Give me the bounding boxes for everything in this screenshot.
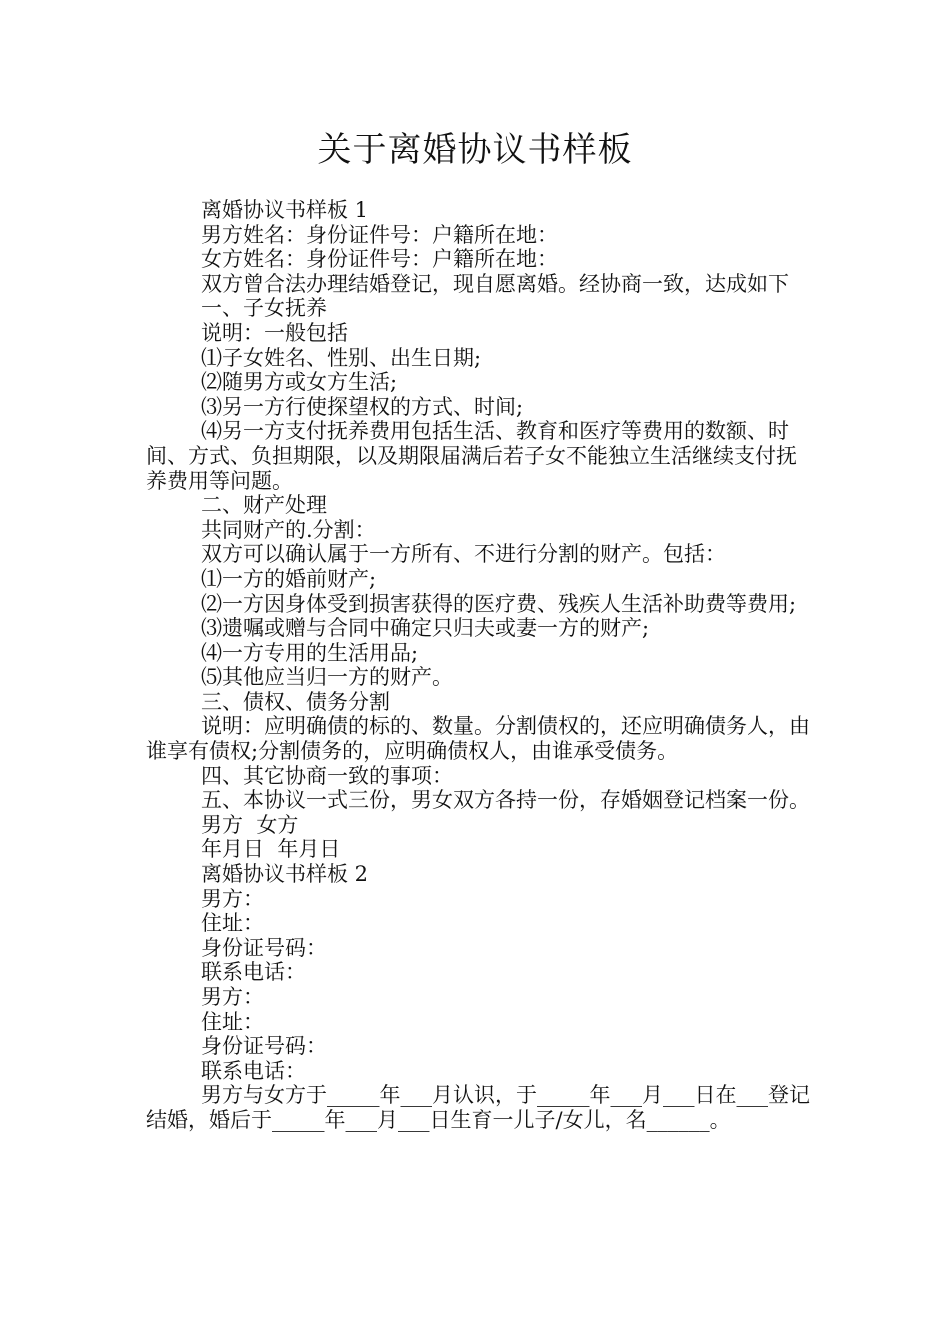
paragraph: 说明：应明确债的标的、数量。分割债权的，还应明确债务人，由谁享有债权;分割债务的，应明确债权人，由谁承受债务。 <box>146 714 810 764</box>
paragraph: 共同财产的.分割： <box>201 517 376 542</box>
paragraph: ⑸其他应当归一方的财产。 <box>201 665 453 690</box>
paragraph: 身份证号码： <box>201 1034 327 1059</box>
paragraph: 男方与女方于_____年___月认识，于_____年___月___日在___登记结婚，婚后于_____年___月___日生育一儿子/女儿，名______。 <box>146 1083 810 1132</box>
paragraph: ⑵一方因身体受到损害获得的医疗费、残疾人生活补助费等费用; <box>201 591 797 616</box>
paragraph: 住址： <box>201 911 264 936</box>
paragraph: 男方： <box>201 985 264 1009</box>
paragraph: 联系电话： <box>201 960 306 985</box>
paragraph: 二、财产处理 <box>201 493 327 518</box>
paragraph: 双方曾合法办理结婚登记，现自愿离婚。经协商一致，达成如下 <box>201 271 789 296</box>
paragraph: 男方姓名：身份证件号：户籍所在地： <box>201 222 558 247</box>
paragraph: 一、子女抚养 <box>201 296 327 321</box>
paragraph: 五、本协议一式三份，男女双方各持一份，存婚姻登记档案一份。 <box>201 788 810 813</box>
paragraph: 住址： <box>201 1009 264 1034</box>
page-title: 关于离婚协议书样板 <box>317 130 633 170</box>
document-body <box>146 198 816 1133</box>
paragraph: 说明：一般包括 <box>201 320 348 345</box>
paragraph: 双方可以确认属于一方所有、不进行分割的财产。包括： <box>201 542 726 567</box>
paragraph: 年月日 年月日 <box>201 837 341 862</box>
paragraph: 四、其它协商一致的事项： <box>201 763 453 788</box>
paragraph: ⑶遗嘱或赠与合同中确定只归夫或妻一方的财产; <box>201 616 650 641</box>
paragraph: ⑷另一方支付抚养费用包括生活、教育和医疗等费用的数额、时间、方式、负担期限，以及期限届满后若子女不能独立生活继续支付抚养费用等问题。 <box>146 419 797 493</box>
paragraph: 身份证号码： <box>201 935 327 960</box>
paragraph: 离婚协议书样板 1 <box>201 198 369 222</box>
paragraph: 三、债权、债务分割 <box>201 689 390 714</box>
paragraph: 男方 女方 <box>201 812 299 837</box>
paragraph: ⑷一方专用的生活用品; <box>201 640 419 665</box>
paragraph: ⑶另一方行使探望权的方式、时间; <box>201 394 524 419</box>
paragraph: 离婚协议书样板 2 <box>201 862 369 887</box>
paragraph: ⑵随男方或女方生活; <box>201 370 398 395</box>
paragraph: 女方姓名：身份证件号：户籍所在地： <box>201 247 558 272</box>
paragraph: ⑴一方的婚前财产; <box>201 566 377 591</box>
paragraph: 男方： <box>201 886 264 911</box>
paragraph: 联系电话： <box>201 1058 306 1083</box>
paragraph: ⑴子女姓名、性别、出生日期; <box>201 345 482 370</box>
